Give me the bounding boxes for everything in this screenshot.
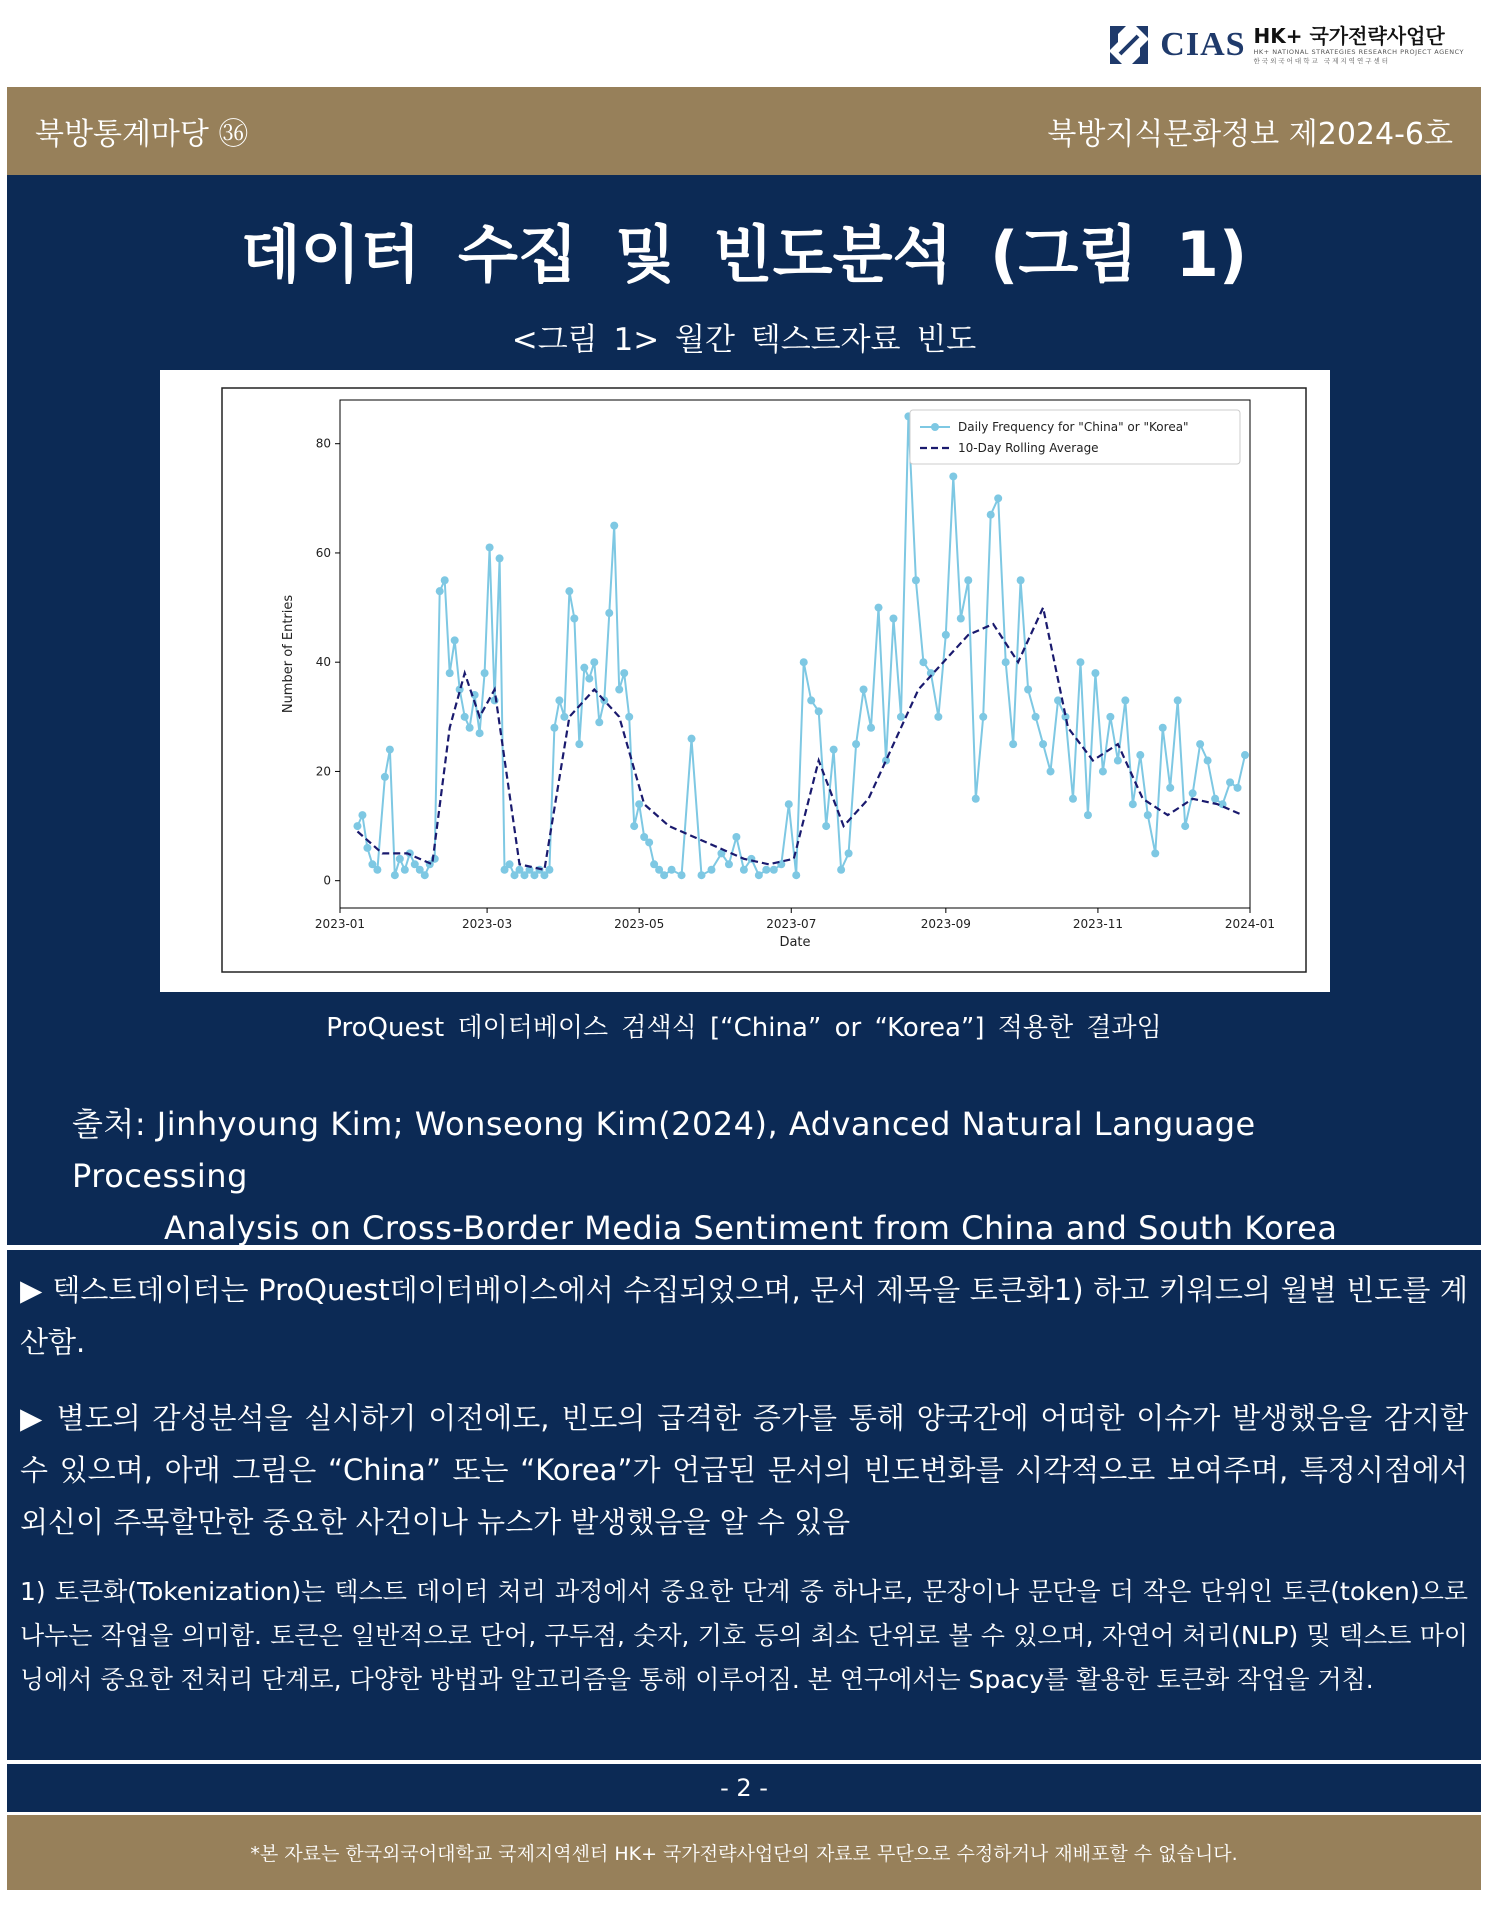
daily-frequency-point — [491, 696, 499, 704]
x-tick-label: 2024-01 — [1224, 917, 1276, 931]
daily-frequency-point — [396, 855, 404, 863]
daily-frequency-point — [386, 746, 394, 754]
page-number: - 2 - — [720, 1774, 768, 1802]
daily-frequency-point — [496, 554, 504, 562]
daily-frequency-point — [867, 724, 875, 732]
daily-frequency-point — [1151, 849, 1159, 857]
daily-frequency-point — [668, 866, 676, 874]
daily-frequency-point — [615, 686, 623, 694]
daily-frequency-point — [565, 587, 573, 595]
page-number-panel — [7, 1764, 1481, 1812]
daily-frequency-point — [897, 713, 905, 721]
daily-frequency-point — [1211, 795, 1219, 803]
daily-frequency-point — [688, 735, 696, 743]
x-tick-label: 2023-01 — [314, 917, 366, 931]
paragraph-2: ▶ 별도의 감성분석을 실시하기 이전에도, 빈도의 급격한 증가를 통해 양국간에 어떠한 이슈가 발생했음을 감지할 수 있으며, 아래 그림은 “China” 또는 “Korea”가 언급된 문서의 빈도변화를 시각적으로 보여주며, 특정시점에서 외신이 주목할만한 중요한 사건이나 뉴스가 발생했음을 알 수 있음 — [20, 1401, 1468, 1539]
logo-brand: CIAS — [1160, 26, 1246, 63]
x-tick-label: 2023-07 — [766, 917, 817, 931]
daily-frequency-point — [1136, 751, 1144, 759]
footer-notice — [7, 1815, 1481, 1890]
daily-frequency-point — [610, 522, 618, 530]
daily-frequency-point — [401, 866, 409, 874]
cias-emblem-icon — [1106, 22, 1152, 68]
daily-frequency-point — [740, 866, 748, 874]
x-tick-label: 2023-03 — [462, 917, 513, 931]
daily-frequency-point — [363, 844, 371, 852]
daily-frequency-point — [934, 713, 942, 721]
daily-frequency-point — [1032, 713, 1040, 721]
plot-area — [340, 400, 1250, 908]
daily-frequency-point — [1196, 740, 1204, 748]
paragraph-1: ▶ 텍스트데이터는 ProQuest데이터베이스에서 수집되었으며, 문서 제목을 토큰화1) 하고 키워드의 월별 빈도를 계산함. — [20, 1273, 1468, 1359]
daily-frequency-point — [979, 713, 987, 721]
daily-frequency-point — [446, 669, 454, 677]
daily-frequency-point — [837, 866, 845, 874]
daily-frequency-point — [373, 866, 381, 874]
daily-frequency-point — [1069, 795, 1077, 803]
daily-frequency-point — [815, 707, 823, 715]
daily-frequency-point — [391, 871, 399, 879]
figure-frame — [222, 388, 1306, 972]
legend-label-daily: Daily Frequency for "China" or "Korea" — [958, 420, 1189, 434]
daily-frequency-point — [1204, 757, 1212, 765]
x-tick-label: 2023-05 — [614, 917, 665, 931]
daily-frequency-point — [792, 871, 800, 879]
daily-frequency-point — [1121, 696, 1129, 704]
daily-frequency-point — [625, 713, 633, 721]
daily-frequency-point — [1234, 784, 1242, 792]
legend-box — [910, 410, 1240, 464]
cias-logo — [1106, 18, 1464, 72]
daily-frequency-point — [755, 871, 763, 879]
daily-frequency-point — [353, 822, 361, 830]
daily-frequency-point — [560, 713, 568, 721]
legend-label-rolling: 10-Day Rolling Average — [958, 441, 1099, 455]
footer-text: *본 자료는 한국외국어대학교 국제지역센터 HK+ 국가전략사업단의 자료로 무단으로 수정하거나 재배포할 수 없습니다. — [250, 1843, 1238, 1865]
daily-frequency-point — [1241, 751, 1249, 759]
daily-frequency-point — [1084, 811, 1092, 819]
daily-frequency-point — [725, 860, 733, 868]
daily-frequency-point — [1106, 713, 1114, 721]
daily-frequency-point — [585, 675, 593, 683]
daily-frequency-point — [830, 746, 838, 754]
line-chart — [160, 370, 1330, 992]
daily-frequency-point — [942, 631, 950, 639]
figure-caption: ProQuest 데이터베이스 검색식 [“China” or “Korea”] 적용한 결과임 — [326, 1013, 1162, 1043]
daily-frequency-point — [882, 757, 890, 765]
daily-frequency-point — [645, 838, 653, 846]
y-tick-label: 80 — [315, 436, 331, 451]
daily-frequency-point — [381, 773, 389, 781]
daily-frequency-point — [919, 658, 927, 666]
daily-frequency-point — [1189, 789, 1197, 797]
daily-frequency-point — [545, 866, 553, 874]
daily-frequency-point — [732, 833, 740, 841]
daily-frequency-point — [912, 576, 920, 584]
daily-frequency-point — [441, 576, 449, 584]
daily-frequency-point — [800, 658, 808, 666]
daily-frequency-point — [421, 871, 429, 879]
source-citation — [72, 1098, 1422, 1254]
daily-frequency-point — [1174, 696, 1182, 704]
logo-program-en: HK+ NATIONAL STRATEGIES RESEARCH PROJECT AGENCY — [1253, 48, 1464, 56]
daily-frequency-point — [678, 871, 686, 879]
daily-frequency-point — [1002, 658, 1010, 666]
daily-frequency-point — [620, 669, 628, 677]
daily-frequency-point — [1129, 800, 1137, 808]
series-label: 북방통계마당 ㊱ — [35, 117, 249, 152]
daily-frequency-point — [580, 664, 588, 672]
daily-frequency-point — [481, 669, 489, 677]
daily-frequency-point — [476, 729, 484, 737]
daily-frequency-point — [461, 713, 469, 721]
y-tick-label: 60 — [315, 545, 331, 560]
x-tick-label: 2023-11 — [1072, 917, 1123, 931]
daily-frequency-point — [1017, 576, 1025, 584]
daily-frequency-point — [575, 740, 583, 748]
y-tick-label: 40 — [315, 655, 331, 670]
daily-frequency-point — [845, 849, 853, 857]
daily-frequency-point — [1047, 767, 1055, 775]
daily-frequency-point — [630, 822, 638, 830]
daily-frequency-point — [762, 866, 770, 874]
chart-container — [160, 370, 1330, 992]
header-bar — [7, 87, 1481, 175]
daily-frequency-point — [1099, 767, 1107, 775]
daily-frequency-point — [1009, 740, 1017, 748]
daily-frequency-point — [506, 860, 514, 868]
rolling-average-line — [358, 608, 1243, 870]
daily-frequency-point — [1226, 778, 1234, 786]
daily-frequency-point — [570, 614, 578, 622]
daily-frequency-point — [770, 866, 778, 874]
daily-frequency-point — [875, 604, 883, 612]
daily-frequency-point — [1114, 757, 1122, 765]
y-axis-label: Number of Entries — [281, 594, 296, 714]
daily-frequency-point — [698, 871, 706, 879]
daily-frequency-point — [785, 800, 793, 808]
daily-frequency-point — [555, 696, 563, 704]
daily-frequency-point — [987, 511, 995, 519]
daily-frequency-point — [595, 718, 603, 726]
daily-frequency-point — [807, 696, 815, 704]
daily-frequency-point — [964, 576, 972, 584]
daily-frequency-line — [358, 416, 1246, 875]
daily-frequency-point — [635, 800, 643, 808]
divider-line — [7, 1760, 1481, 1763]
daily-frequency-point — [436, 587, 444, 595]
daily-frequency-point — [1039, 740, 1047, 748]
daily-frequency-point — [994, 494, 1002, 502]
daily-frequency-point — [822, 822, 830, 830]
daily-frequency-point — [590, 658, 598, 666]
daily-frequency-point — [358, 811, 366, 819]
issue-label: 북방지식문화정보 제2024-6호 — [1047, 117, 1453, 152]
daily-frequency-point — [860, 686, 868, 694]
daily-frequency-point — [466, 724, 474, 732]
daily-frequency-point — [957, 614, 965, 622]
daily-frequency-point — [1024, 686, 1032, 694]
daily-frequency-point — [1166, 784, 1174, 792]
x-axis-label: Date — [779, 935, 811, 950]
daily-frequency-point — [1144, 811, 1152, 819]
daily-frequency-point — [1159, 724, 1167, 732]
daily-frequency-point — [972, 795, 980, 803]
daily-frequency-point — [660, 871, 668, 879]
page-title: 데이터 수집 및 빈도분석 (그림 1) — [240, 218, 1248, 291]
legend-marker-daily — [931, 423, 939, 431]
figure-title: <그림 1> 월간 텍스트자료 빈도 — [511, 322, 977, 358]
x-tick-label: 2023-09 — [920, 917, 971, 931]
source-line-2: Analysis on Cross-Border Media Sentiment from China and South Korea — [164, 1209, 1338, 1247]
logo-program-ko-sub: 한국외국어대학교 국제지역연구센터 — [1253, 56, 1391, 65]
y-tick-label: 0 — [323, 873, 331, 888]
daily-frequency-point — [550, 724, 558, 732]
daily-frequency-point — [451, 636, 459, 644]
daily-frequency-point — [852, 740, 860, 748]
daily-frequency-point — [1181, 822, 1189, 830]
daily-frequency-point — [486, 543, 494, 551]
y-tick-label: 20 — [315, 764, 331, 779]
daily-frequency-point — [889, 614, 897, 622]
daily-frequency-point — [605, 609, 613, 617]
daily-frequency-point — [1076, 658, 1084, 666]
daily-frequency-point — [1054, 696, 1062, 704]
logo-program: HK+ 국가전략사업단 — [1253, 24, 1445, 48]
daily-frequency-point — [949, 472, 957, 480]
daily-frequency-point — [707, 866, 715, 874]
footnote: 1) 토큰화(Tokenization)는 텍스트 데이터 처리 과정에서 중요한 단계 중 하나로, 문장이나 문단을 더 작은 단위인 토큰(token)으로 나누는 작업을 의미함. 토큰은 일반적으로 단어, 구두점, 숫자, 기호 등의 최소 단위로 볼 수 있으며, 자연어 처리(NLP) 및 텍스트 마이닝에서 중요한 전처리 단계로, 다양한 방법과 알고리즘을 통해 이루어짐. 본 연구에서는 Spacy를 활용한 토큰화 작업을 거침. — [20, 1577, 1468, 1694]
source-line-1: 출처: Jinhyoung Kim; Wonseong Kim(2024), Advanced Natural Language Processing — [72, 1105, 1256, 1195]
daily-frequency-point — [1091, 669, 1099, 677]
